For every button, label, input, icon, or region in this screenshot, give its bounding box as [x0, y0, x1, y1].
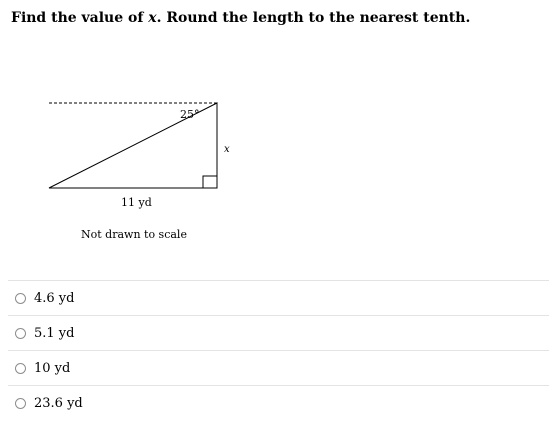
- side-x-label: x: [224, 144, 230, 155]
- answer-choice-label: 4.6 yd: [34, 290, 75, 306]
- answer-choice-4[interactable]: [8, 385, 549, 420]
- question-variable: x: [148, 10, 157, 26]
- radio-button[interactable]: [15, 363, 26, 374]
- scale-note: Not drawn to scale: [81, 228, 187, 241]
- radio-button[interactable]: [15, 328, 26, 339]
- radio-button[interactable]: [15, 398, 26, 409]
- answer-choice-1[interactable]: [8, 280, 549, 315]
- base-length-label: 11 yd: [121, 196, 152, 209]
- answer-choice-label: 10 yd: [34, 360, 71, 376]
- question-suffix: . Round the length to the nearest tenth.: [156, 10, 471, 26]
- answer-choices: [8, 280, 549, 420]
- right-angle-marker: [203, 176, 217, 188]
- triangle-figure: [0, 0, 260, 250]
- answer-choice-2[interactable]: [8, 315, 549, 350]
- answer-choice-label: 5.1 yd: [34, 325, 75, 341]
- question-prefix: Find the value of: [11, 10, 149, 26]
- answer-choice-label: 23.6 yd: [34, 395, 83, 411]
- angle-label: 25°: [180, 108, 200, 121]
- radio-button[interactable]: [15, 293, 26, 304]
- answer-choice-3[interactable]: [8, 350, 549, 385]
